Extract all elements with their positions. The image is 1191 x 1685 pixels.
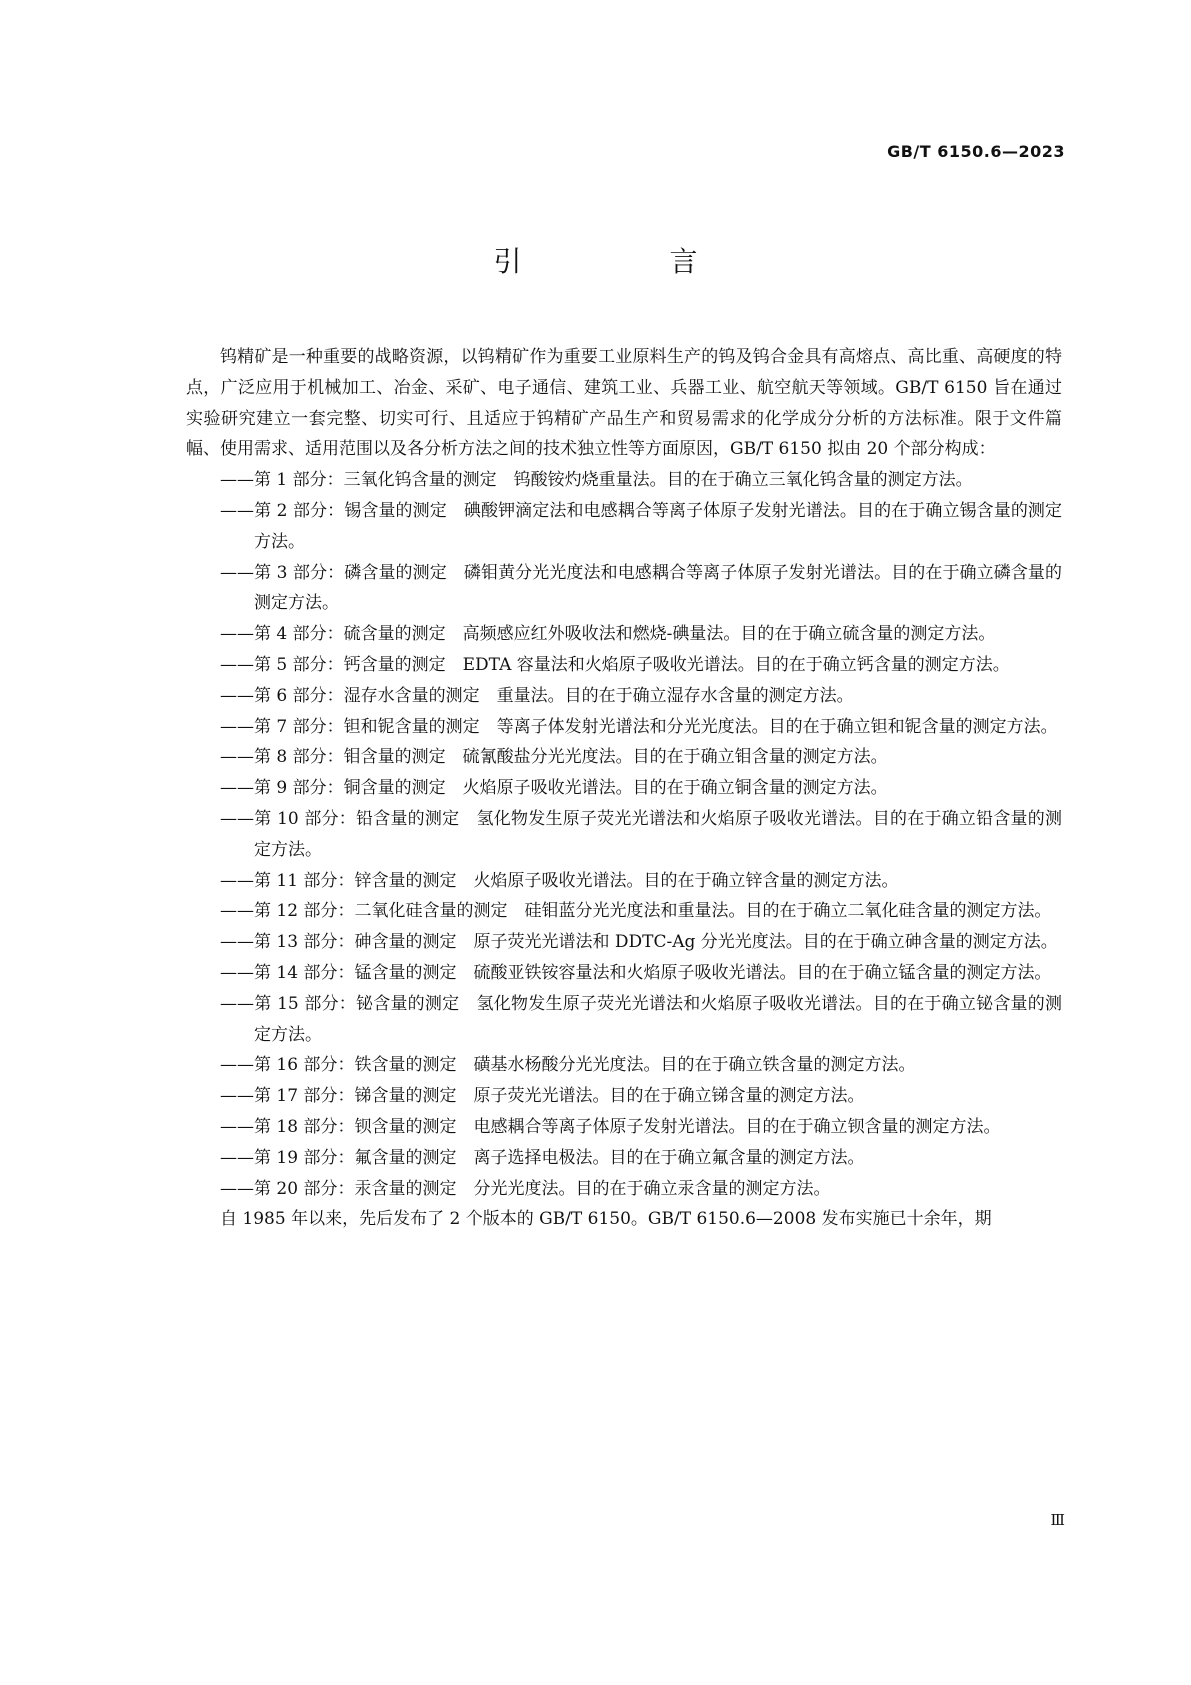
list-item-text: 第 8 部分：钼含量的测定 硫氰酸盐分光光度法。目的在于确立钼含量的测定方法。	[254, 747, 888, 768]
list-item-body	[186, 773, 1062, 804]
list-item-body	[186, 866, 1062, 897]
list-item-body	[186, 558, 1062, 620]
list-dash: ——	[220, 685, 254, 706]
list-item-body	[186, 681, 1062, 712]
list-item-body	[186, 927, 1062, 958]
list-dash: ——	[220, 808, 254, 829]
list-item-text: 第 1 部分：三氧化钨含量的测定 钨酸铵灼烧重量法。目的在于确立三氧化钨含量的测定方法。	[254, 470, 973, 491]
list-item-body	[186, 496, 1062, 558]
list-item-body	[186, 650, 1062, 681]
list-dash: ——	[220, 654, 254, 675]
list-item-body	[186, 1112, 1062, 1143]
list-item	[186, 712, 1062, 743]
list-dash: ——	[220, 993, 254, 1014]
list-item-text: 第 16 部分：铁含量的测定 磺基水杨酸分光光度法。目的在于确立铁含量的测定方法。	[254, 1055, 916, 1076]
list-dash: ——	[220, 562, 254, 583]
list-item-body	[186, 896, 1062, 927]
list-item-text: 第 5 部分：钙含量的测定 EDTA 容量法和火焰原子吸收光谱法。目的在于确立钙含量的测定方法。	[254, 654, 1010, 675]
list-item-body	[186, 742, 1062, 773]
list-item-text: 第 9 部分：铜含量的测定 火焰原子吸收光谱法。目的在于确立铜含量的测定方法。	[254, 778, 888, 799]
list-dash: ——	[220, 870, 254, 891]
list-item-text: 第 13 部分：砷含量的测定 原子荧光光谱法和 DDTC-Ag 分光光度法。目的在于确立砷含量的测定方法。	[254, 932, 1058, 953]
list-item-text: 第 11 部分：锌含量的测定 火焰原子吸收光谱法。目的在于确立锌含量的测定方法。	[254, 870, 899, 891]
page-title: 引 言	[493, 245, 758, 278]
list-item-body	[186, 958, 1062, 989]
list-item	[186, 989, 1062, 1051]
list-item-text: 第 7 部分：钽和铌含量的测定 等离子体发射光谱法和分光光度法。目的在于确立钽和铌含量的测定方法。	[254, 716, 1058, 737]
list-item-body	[186, 465, 1062, 496]
list-item-text: 第 3 部分：磷含量的测定 磷钼黄分光光度法和电感耦合等离子体原子发射光谱法。目的在于确立磷含量的测定方法。	[254, 562, 1062, 614]
list-item-body	[186, 1081, 1062, 1112]
list-item	[186, 896, 1062, 927]
list-item-body	[186, 1143, 1062, 1174]
list-dash: ——	[220, 500, 254, 521]
standard-code: GB/T 6150.6—2023	[887, 142, 1065, 161]
list-item	[186, 650, 1062, 681]
list-dash: ——	[220, 962, 254, 983]
parts-list	[186, 465, 1062, 1204]
list-item-body	[186, 619, 1062, 650]
list-item	[186, 619, 1062, 650]
list-item	[186, 1050, 1062, 1081]
list-item	[186, 958, 1062, 989]
list-item-body	[186, 1174, 1062, 1205]
list-item-text: 第 20 部分：汞含量的测定 分光光度法。目的在于确立汞含量的测定方法。	[254, 1178, 831, 1199]
list-item	[186, 496, 1062, 558]
list-dash: ——	[220, 778, 254, 799]
list-item	[186, 465, 1062, 496]
list-dash: ——	[220, 1178, 254, 1199]
list-item-text: 第 18 部分：钡含量的测定 电感耦合等离子体原子发射光谱法。目的在于确立钡含量的测定方法。	[254, 1116, 1001, 1137]
list-item	[186, 866, 1062, 897]
list-item	[186, 1143, 1062, 1174]
list-item-text: 第 19 部分：氟含量的测定 离子选择电极法。目的在于确立氟含量的测定方法。	[254, 1147, 865, 1168]
list-item	[186, 1081, 1062, 1112]
list-item	[186, 1112, 1062, 1143]
intro-paragraph: 钨精矿是一种重要的战略资源，以钨精矿作为重要工业原料生产的钨及钨合金具有高熔点、高比重、高硬度的特点，广泛应用于机械加工、冶金、采矿、电子通信、建筑工业、兵器工业、航空航天等领域。GB/T 6150 旨在通过实验研究建立一套完整、切实可行、且适应于钨精矿产品生产和贸易需求的化学成分分析的方法标准。限于文件篇幅、使用需求、适用范围以及各分析方法之间的技术独立性等方面原因，GB/T 6150 拟由 20 个部分构成：	[186, 347, 1062, 460]
list-item	[186, 1174, 1062, 1205]
list-item	[186, 804, 1062, 866]
list-item-text: 第 17 部分：锑含量的测定 原子荧光光谱法。目的在于确立锑含量的测定方法。	[254, 1086, 865, 1107]
list-item	[186, 773, 1062, 804]
list-item-text: 第 15 部分：铋含量的测定 氢化物发生原子荧光光谱法和火焰原子吸收光谱法。目的在于确立铋含量的测定方法。	[254, 993, 1062, 1045]
page-number: Ⅲ	[1050, 1511, 1065, 1529]
list-item-body	[186, 989, 1062, 1051]
list-item-text: 第 6 部分：湿存水含量的测定 重量法。目的在于确立湿存水含量的测定方法。	[254, 685, 854, 706]
list-dash: ——	[220, 716, 254, 737]
list-dash: ——	[220, 470, 254, 491]
list-item-text: 第 2 部分：锡含量的测定 碘酸钾滴定法和电感耦合等离子体原子发射光谱法。目的在于确立锡含量的测定方法。	[254, 500, 1062, 552]
list-dash: ——	[220, 624, 254, 645]
list-dash: ——	[220, 932, 254, 953]
document-body	[186, 342, 1062, 1235]
list-dash: ——	[220, 1147, 254, 1168]
list-dash: ——	[220, 1116, 254, 1137]
list-item-text: 第 4 部分：硫含量的测定 高频感应红外吸收法和燃烧-碘量法。目的在于确立硫含量的测定方法。	[254, 624, 996, 645]
list-dash: ——	[220, 901, 254, 922]
list-item-text: 第 12 部分：二氧化硅含量的测定 硅钼蓝分光光度法和重量法。目的在于确立二氧化硅含量的测定方法。	[254, 901, 1052, 922]
list-item	[186, 927, 1062, 958]
list-item-body	[186, 804, 1062, 866]
list-item	[186, 558, 1062, 620]
list-dash: ——	[220, 747, 254, 768]
list-dash: ——	[220, 1055, 254, 1076]
list-item-body	[186, 1050, 1062, 1081]
list-dash: ——	[220, 1086, 254, 1107]
closing-paragraph: 自 1985 年以来，先后发布了 2 个版本的 GB/T 6150。GB/T 6150.6—2008 发布实施已十余年，期	[220, 1209, 992, 1230]
list-item-body	[186, 712, 1062, 743]
list-item-text: 第 14 部分：锰含量的测定 硫酸亚铁铵容量法和火焰原子吸收光谱法。目的在于确立锰含量的测定方法。	[254, 962, 1052, 983]
list-item-text: 第 10 部分：铅含量的测定 氢化物发生原子荧光光谱法和火焰原子吸收光谱法。目的在于确立铅含量的测定方法。	[254, 808, 1062, 860]
list-item	[186, 681, 1062, 712]
list-item	[186, 742, 1062, 773]
